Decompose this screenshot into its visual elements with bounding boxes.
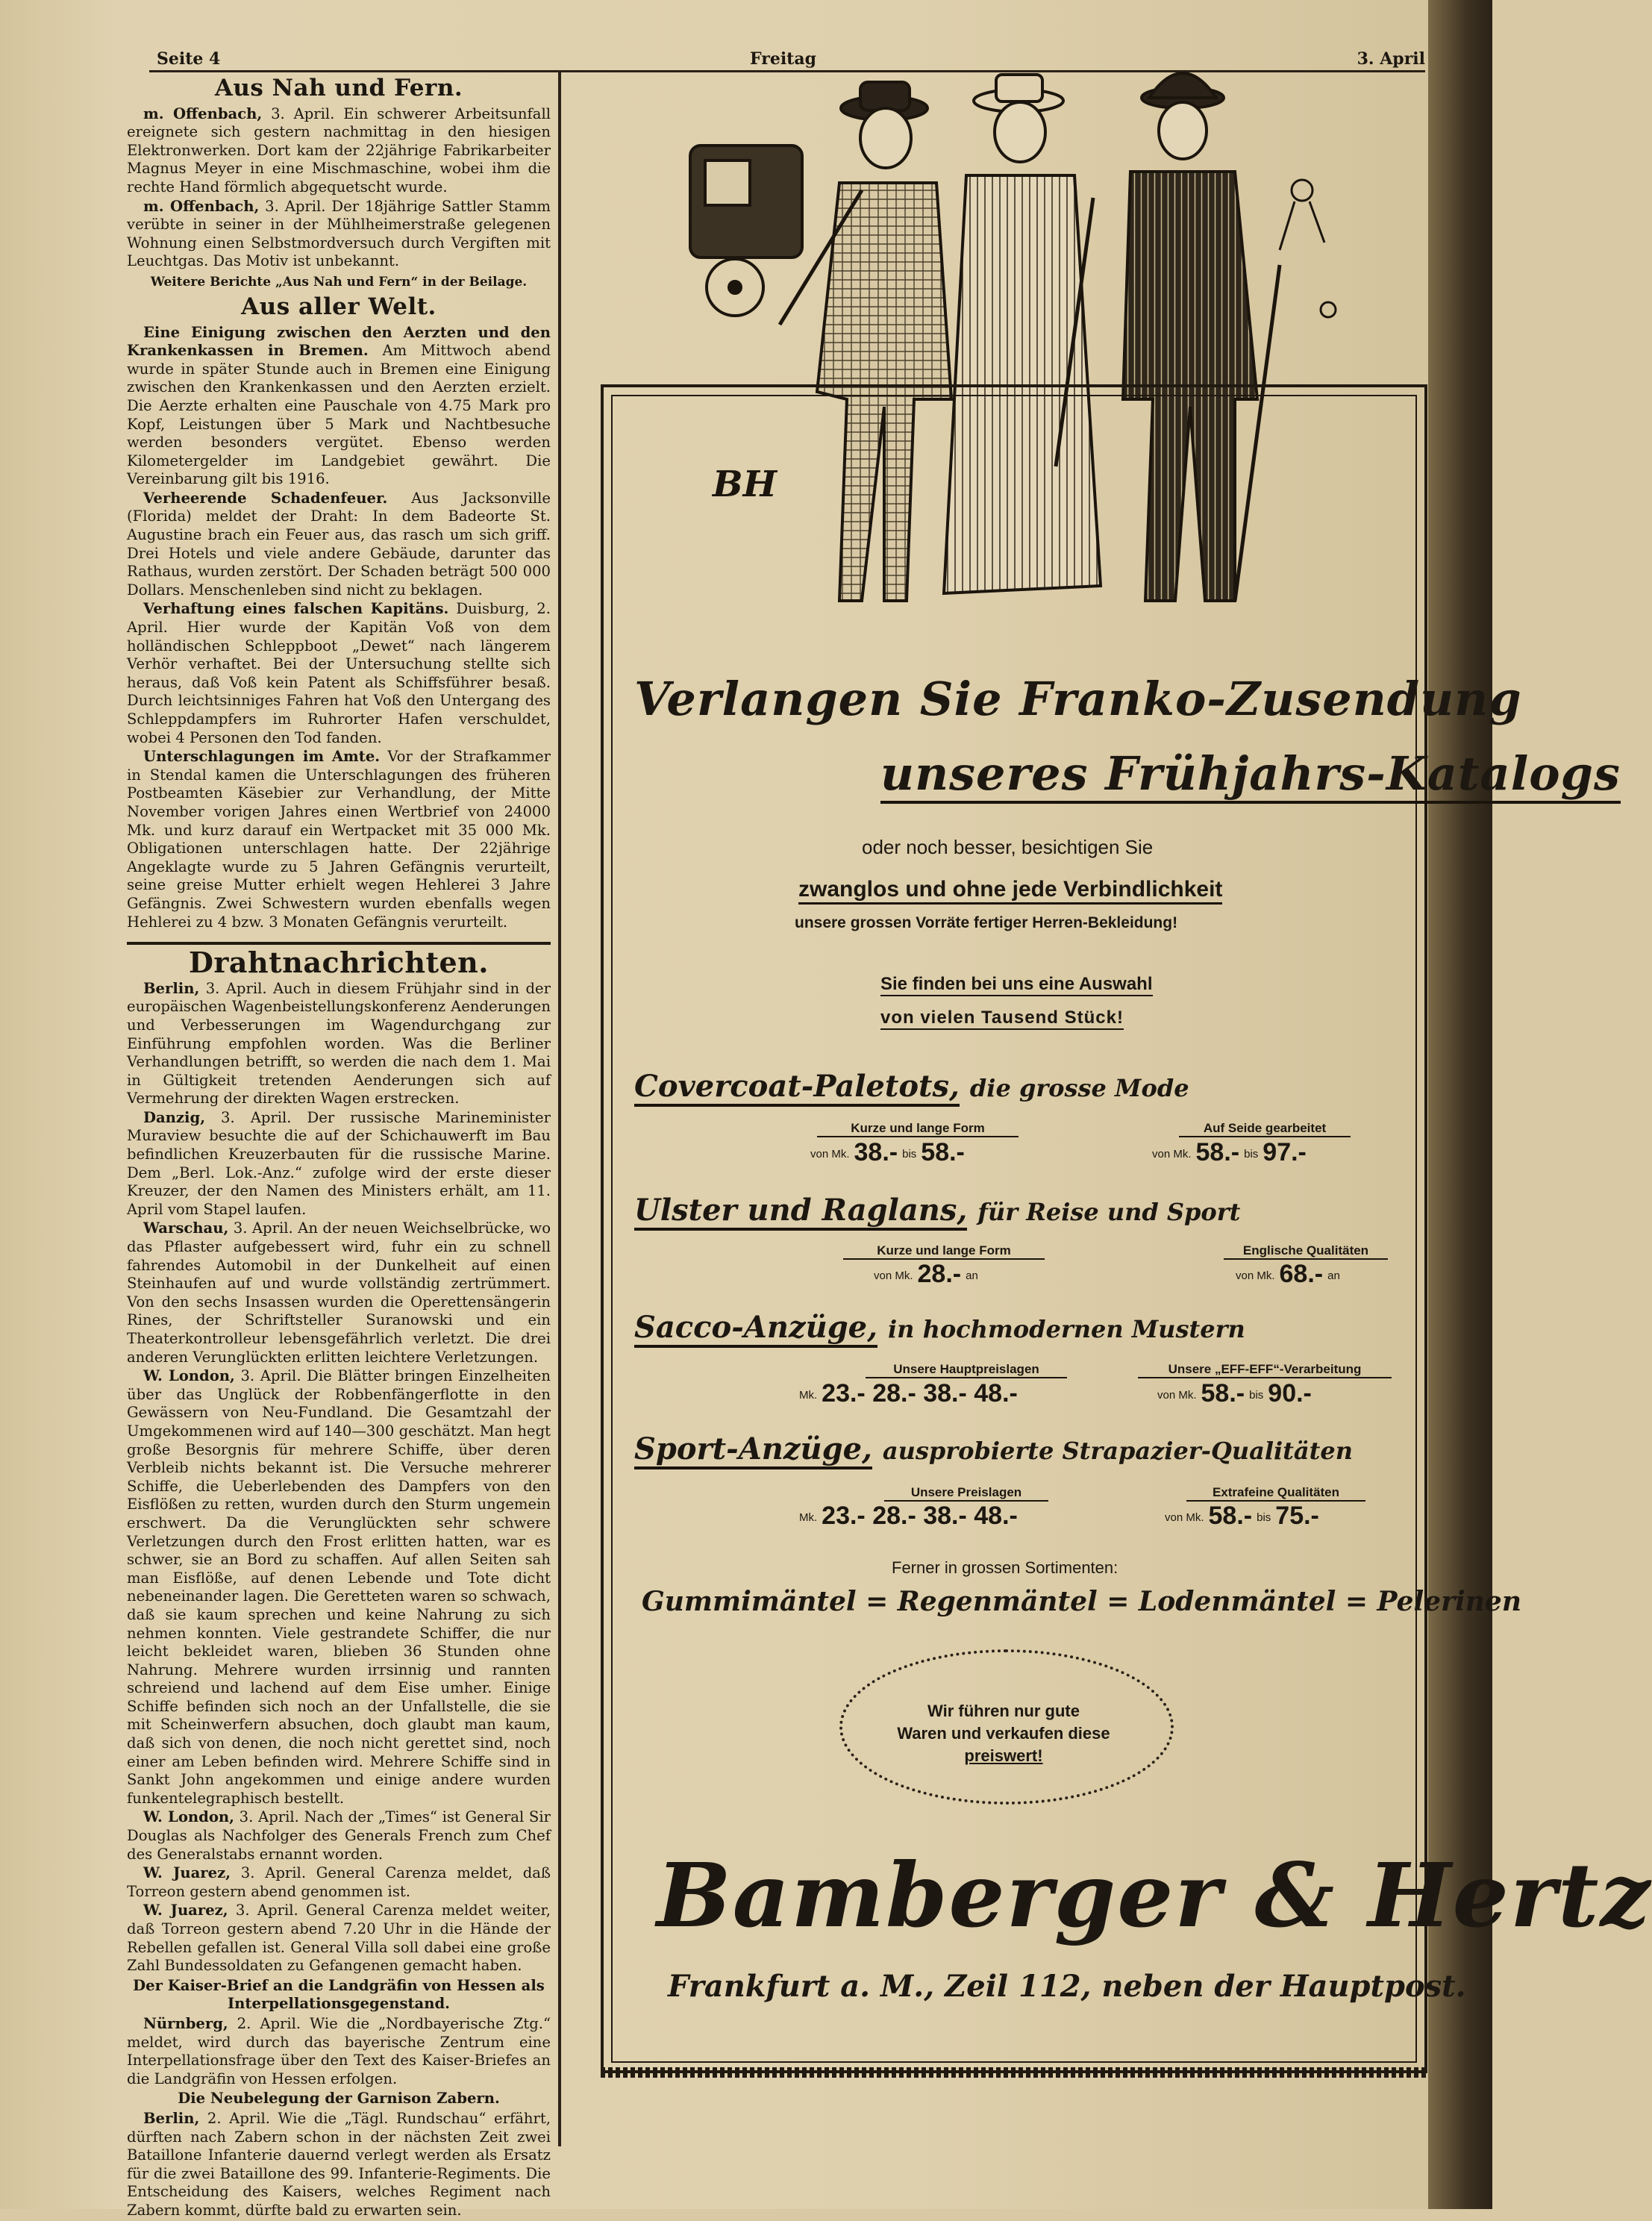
ad-line-5: von vielen Tausend Stück! xyxy=(880,1008,1124,1030)
brand-address: Frankfurt a. M., Zeil 112, neben der Hauptpost. xyxy=(668,1969,1466,2004)
illustration-monogram: BH xyxy=(713,463,777,505)
para-nuernberg xyxy=(127,2015,551,2088)
covercoat-right-label: Auf Seide gearbeitet xyxy=(1179,1121,1351,1137)
article-paragraph xyxy=(127,600,551,747)
item-covercoat: Covercoat-Paletots, die grosse Mode xyxy=(634,1069,1189,1104)
article-dateline: Warschau, xyxy=(143,1219,229,1237)
sacco-left-price: Mk. 23.- 28.- 38.- 48.- xyxy=(799,1379,1018,1408)
article-text: Am Mittwoch abend wurde in später Stunde auch in Bremen eine Einigung zwischen den Krankenkassen und den Aerzten erzielt. Die Aerzte erhalten eine Pauschale von 4.75 Mark pro Kopf, Leistungen über 5 Mark und Nachtbesuche werden besonders vergütet. Ebenso werden Kilometergelder im Landgebiet gewährt. Die Vereinbarung gilt bis 1916. xyxy=(127,342,551,488)
ad-headline-1: Verlangen Sie Franko-Zusendung xyxy=(634,672,1522,726)
para-berlin-zabern xyxy=(127,2110,551,2220)
article-dateline: W. Juarez, xyxy=(143,1864,231,1882)
sacco-right-label: Unsere „EFF-EFF“-Verarbeitung xyxy=(1138,1362,1392,1378)
ad-frame-border-pattern xyxy=(601,2067,1427,2078)
article-paragraph xyxy=(127,105,551,197)
section-title-nah-fern: Aus Nah und Fern. xyxy=(214,75,463,101)
ulster-left-label: Kurze und lange Form xyxy=(843,1243,1045,1260)
page-header xyxy=(149,49,1425,72)
article-text: 3. April. General Carenza meldet weiter, daß Torreon gestern abend 7.20 Uhr in die Hände der Rebellen gefallen ist. General Villa soll dabei eine große Zahl Bundessoldaten zu Gefangenen gemacht haben. xyxy=(127,1902,551,1975)
article-paragraph xyxy=(127,1864,551,1901)
ulster-left-price: von Mk. 28.- an xyxy=(874,1260,978,1288)
quality-slogan xyxy=(839,1700,1168,1767)
article-dateline: Eine Einigung zwischen den Aerzten und den Krankenkassen in Bremen. xyxy=(127,323,551,360)
article-paragraph xyxy=(127,1219,551,1366)
sacco-left-label: Unsere Hauptpreislagen xyxy=(866,1362,1067,1378)
article-text: 3. April. Ein schwerer Arbeitsunfall ereignete sich gestern nachmittag in den hiesigen Elektronwerken. Dort kam der 22jährige Fabrikarbeiter Magnus Meyer in eine Mischmaschine, wobei ihm die rechte Hand förmlich abgequetscht wurde. xyxy=(127,104,551,196)
item-ulster: Ulster und Raglans, für Reise und Sport xyxy=(634,1193,1240,1228)
article-paragraph xyxy=(127,980,551,1108)
article-dateline: m. Offenbach, xyxy=(143,197,260,215)
item-sport: Sport-Anzüge, ausprobierte Strapazier-Qualitäten xyxy=(634,1431,1353,1466)
covercoat-left-price: von Mk. 38.- bis 58.- xyxy=(810,1138,965,1166)
article-paragraph xyxy=(127,1808,551,1864)
article-text: 3. April. Nach der „Times“ ist General Sir Douglas als Nachfolger des Generals French zum Chef des Generalstabs ernannt worden. xyxy=(127,1808,551,1863)
article-text: 2. April. Wie die „Nordbayerische Ztg.“ meldet, wird durch das bayerische Zentrum eine Interpellationsfrage über den Text des Kaiser-Briefes an die Landgräfin von Hessen erfolgen. xyxy=(127,2014,551,2087)
sport-right-label: Extrafeine Qualitäten xyxy=(1186,1485,1365,1502)
article-paragraph xyxy=(127,1109,551,1219)
section-nah-fern xyxy=(127,105,551,271)
news-column xyxy=(127,75,551,2221)
article-paragraph xyxy=(127,2015,551,2088)
article-dateline: Berlin, xyxy=(143,979,200,997)
subheading-kaiser-brief: Der Kaiser-Brief an die Landgräfin von Hessen als Interpellationsgegenstand. xyxy=(133,1976,545,2013)
further-reports-note: Weitere Berichte „Aus Nah und Fern“ in der Beilage. xyxy=(150,274,528,290)
article-text: 3. April. Der russische Marineminister Muraview besuchte die auf der Schichauwerft im Bau befindlichen Kreuzerbauten für die russische Marine. Dem „Berl. Lok.-Anz.“ zufolge wird der erste dieser Kreuzer, der den Namen des Ministers erhält, am 11. April vom Stapel laufen. xyxy=(127,1108,551,1218)
sport-right-price: von Mk. 58.- bis 75.- xyxy=(1165,1502,1319,1530)
ad-line-1: oder noch besser, besichtigen Sie xyxy=(862,836,1154,858)
article-text: Duisburg, 2. April. Hier wurde der Kapitän Voß von dem holländischen Schleppboot „Dewet“ nach längerem Verhör verhaftet. Bei der Untersuchung stellte sich heraus, daß Voß kein Patent als Schiffsführer besaß. Durch leichtsinniges Fahren hat Voß den Untergang des Schleppdampfers im Ruhrorter Hafen verschuldet, wobei 4 Personen den Tod fanden. xyxy=(127,600,551,746)
slogan-line-3: preiswert! xyxy=(964,1746,1043,1765)
sortimente-line: Gummimäntel = Regenmäntel = Lodenmäntel = Pelerinen xyxy=(642,1586,1521,1617)
article-dateline: Verheerende Schadenfeuer. xyxy=(143,489,388,507)
article-paragraph xyxy=(127,748,551,931)
sport-left-price: Mk. 23.- 28.- 38.- 48.- xyxy=(799,1502,1018,1530)
ferner-line: Ferner in grossen Sortimenten: xyxy=(892,1558,1118,1577)
sport-left-label: Unsere Preislagen xyxy=(884,1485,1048,1502)
weekday: Freitag xyxy=(750,49,816,69)
article-text: 3. April. An der neuen Weichselbrücke, wo das Pflaster aufgebessert wird, fuhr ein zu schnell fahrendes Automobil in der Dunkelheit auf einen Steinhaufen auf und wurde vollständig zertrümmert. Von den sechs Insassen wurden die Operettensängerin Rines, der Schriftsteller Suranowski und ein Theaterkontrolleur lebensgefährlich verletzt. Die drei anderen Verunglückten erlitten leichtere Verletzungen. xyxy=(127,1219,551,1366)
article-dateline: Nürnberg, xyxy=(143,2014,228,2032)
article-text: 2. April. Wie die „Tägl. Rundschau“ erfährt, dürften nach Zabern schon in der nächsten Zeit zwei Bataillone Infanterie dauernd verlegt werden als Ersatz für die zwei Bataillone des 99. Infanterie-Regiments. Die Entscheidung des Kaisers, welches Regiment nach Zabern kommt, dürfte bald zu erwarten sein. xyxy=(127,2109,551,2219)
article-paragraph xyxy=(127,324,551,489)
ulster-right-label: Englische Qualitäten xyxy=(1224,1243,1388,1260)
article-dateline: W. Juarez, xyxy=(143,1902,228,1919)
ad-line-4: Sie finden bei uns eine Auswahl xyxy=(880,974,1153,996)
article-dateline: Unterschlagungen im Amte. xyxy=(143,748,381,766)
item-sacco: Sacco-Anzüge, in hochmodernen Mustern xyxy=(634,1310,1245,1345)
date: 3. April xyxy=(1357,49,1425,69)
article-text: Vor der Strafkammer in Stendal kamen die Unterschlagungen des früheren Postbeamten Käsebier zur Verhandlung, der Mitte November vorigen Jahres einen Wertbrief von 24000 Mk. und kurz darauf ein Wertpacket mit 35 000 Mk. Obligationen unterschlagen hatte. Der 22jährige Angeklagte wurde zu 5 Jahren Gefängnis verurteilt, seine greise Mutter erhielt wegen Hehlerei 3 Jahre Gefängnis. Zwei Schwestern wurden ebenfalls wegen Hehlerei zu 4 bzw. 3 Monaten Gefängnis verurteilt. xyxy=(127,748,551,931)
article-text: 3. April. Auch in diesem Frühjahr sind in der europäischen Wagenbeistellungskonferenz Aenderungen und Verbesserungen im Wagendurchgang zur Einführung empfohlen worden. Was die Berliner Verhandlungen betrifft, so werden die nach dem 1. Mai in Gültigkeit tretenden Aenderungen sich auf Vermehrung der direkten Wagen erstrecken. xyxy=(127,979,551,1108)
brand-name: Bamberger & Hertz xyxy=(657,1843,1652,1947)
ad-line-2: zwanglos und ohne jede Verbindlichkeit xyxy=(798,877,1222,905)
article-dateline: W. London, xyxy=(143,1808,234,1826)
ulster-right-price: von Mk. 68.- an xyxy=(1236,1260,1340,1288)
article-dateline: m. Offenbach, xyxy=(143,104,263,122)
section-drahtnachrichten xyxy=(127,980,551,1975)
article-paragraph xyxy=(127,1902,551,1975)
column-rule xyxy=(558,72,561,2146)
article-dateline: Danzig, xyxy=(143,1108,206,1126)
article-dateline: W. London, xyxy=(143,1367,235,1385)
article-paragraph xyxy=(127,198,551,271)
section-aller-welt xyxy=(127,324,551,932)
article-dateline: Berlin, xyxy=(143,2109,200,2127)
article-dateline: Verhaftung eines falschen Kapitäns. xyxy=(143,600,449,618)
covercoat-left-label: Kurze und lange Form xyxy=(817,1121,1019,1137)
ad-line-3: unsere grossen Vorräte fertiger Herren-Bekleidung! xyxy=(795,914,1178,931)
page-number: Seite 4 xyxy=(157,49,221,69)
article-text: 3. April. Der 18jährige Sattler Stamm verübte in seiner in der Mühlheimerstraße gelegenen Wohnung einen Selbstmordversuch durch Vergiften mit Leuchtgas. Das Motiv ist unbekannt. xyxy=(127,197,551,270)
article-text: 3. April. General Carenza meldet, daß Torreon gestern abend genommen ist. xyxy=(127,1864,551,1900)
article-text: Aus Jacksonville (Florida) meldet der Draht: In dem Badeorte St. Augustine brach ein Feuer aus, das rasch um sich griff. Drei Hotels und viele andere Gebäude, darunter das Rathaus, wurden zerstört. Der Schaden beträgt 500 000 Dollars. Menschenleben sind nicht zu beklagen. xyxy=(127,489,551,599)
covercoat-right-price: von Mk. 58.- bis 97.- xyxy=(1152,1138,1307,1166)
subheading-zabern: Die Neubelegung der Garnison Zabern. xyxy=(178,2090,500,2108)
article-text: 3. April. Die Blätter bringen Einzelheiten über das Unglück der Robbenfängerflotte in den Gewässern von Neu-Fundland. Die Gesamtzahl der Umgekommenen wird auf 140—300 geschätzt. Man hegt große Besorgnis für mehrere Schiffe, über deren Verbleib nichts bekannt ist. Die Versuche mehrerer Schiffe, die Ueberlebenden des Dampfers von den Eisflößen zu retten, wurden durch den Sturm ungemein erschwert. Da die Verunglückten sehr schwere Verletzungen durch den Frost erlitten hatten, war es schwer, sie an Bord zu schaffen. Auf allen Seiten sah man Eisflöße, auf denen Lebende und Tote dicht nebeneinander lagen. Die Geretteten waren so schwach, daß sie kaum sprechen und keine Nahrung zu sich nehmen konnten. Viele gestrandete Schiffer, die nur leicht bekleidet waren, blieben 36 Stunden ohne Nahrung. Mehrere wurden irrsinnig und rannten schreiend und lachend auf dem Eise umher. Einige Schiffe befinden sich noch an der Unfallstelle, die sie mit Scheinwerfern absuchen, doch glaubt man kaum, daß sich von denen, die noch nicht gerettet sind, noch einer am Leben befinden wird. Mehrere Schiffe sind in Sankt John angekommen und einige andere wurden funkentelegraphisch bestellt. xyxy=(127,1367,551,1807)
article-paragraph xyxy=(127,2110,551,2220)
section-title-aller-welt: Aus aller Welt. xyxy=(241,293,437,320)
ad-headline-2: unseres Frühjahrs-Katalogs xyxy=(880,746,1621,804)
article-paragraph xyxy=(127,1367,551,1808)
section-title-drahtnachrichten: Drahtnachrichten. xyxy=(127,942,551,972)
slogan-line-1: Wir führen nur gute xyxy=(927,1702,1080,1720)
sacco-right-price: von Mk. 58.- bis 90.- xyxy=(1157,1379,1312,1408)
slogan-line-2: Waren und verkaufen diese xyxy=(897,1724,1110,1743)
article-paragraph xyxy=(127,490,551,600)
